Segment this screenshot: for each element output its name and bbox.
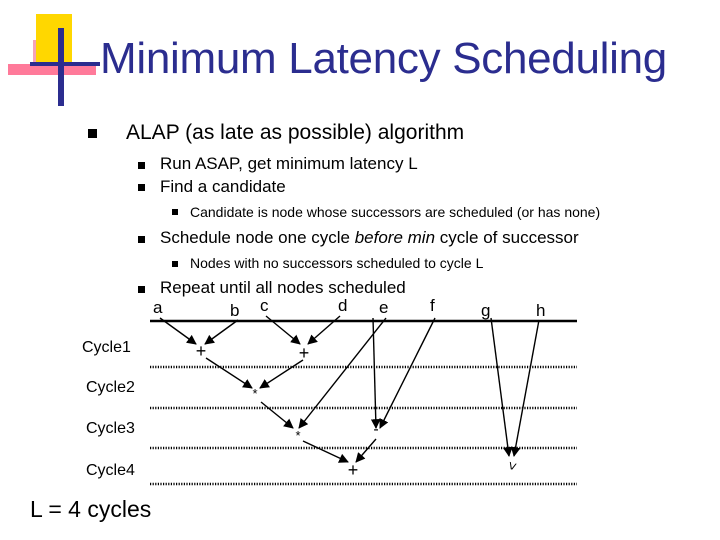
slide-title: Minimum Latency Scheduling — [100, 34, 667, 83]
bullet-schedule-start: Schedule node one cycle — [160, 228, 355, 247]
edge-b-to-add1 — [205, 320, 238, 344]
edge-mul2-to-add3 — [303, 441, 348, 462]
op-mul-cycle2: * — [252, 386, 258, 401]
op-compare-cycle4: < — [503, 459, 521, 473]
node-label-e: e — [379, 298, 389, 317]
op-sub-cycle3: - — [373, 421, 379, 438]
node-label-g: g — [481, 301, 491, 320]
node-label-f: f — [430, 296, 435, 315]
op-add-cycle1-left: + — [195, 341, 207, 361]
edge-h-to-cmp — [514, 320, 539, 456]
bullet-candidate-def: Candidate is node whose successors are scheduled (or has none) — [190, 204, 601, 220]
edge-f-to-sub — [380, 318, 435, 428]
bullet-schedule-emph: before min — [354, 228, 436, 247]
node-label-c: c — [260, 296, 269, 315]
edge-mul1-to-mul2 — [261, 402, 293, 428]
op-mul-cycle3: * — [295, 428, 301, 443]
bullet-no-successors: Nodes with no successors scheduled to cycle L — [190, 255, 484, 271]
cycle-label-3: Cycle3 — [86, 420, 135, 437]
node-label-d: d — [338, 296, 348, 315]
op-add-cycle1-right: + — [298, 343, 310, 363]
edge-e-to-sub — [373, 318, 376, 428]
op-add-cycle4: + — [347, 460, 359, 480]
latency-label: L = 4 cycles — [30, 496, 152, 522]
edge-g-to-cmp — [491, 318, 509, 456]
edge-sub-to-add3 — [356, 439, 376, 462]
bullet-find-candidate: Find a candidate — [160, 177, 286, 196]
edge-add2-to-mul1 — [260, 360, 303, 388]
cycle-label-2: Cycle2 — [86, 379, 135, 396]
cycle-label-4: Cycle4 — [86, 462, 135, 479]
node-label-b: b — [230, 301, 240, 320]
node-label-h: h — [536, 301, 546, 320]
bullet-alap: ALAP (as late as possible) algorithm — [126, 121, 465, 144]
bullet-repeat: Repeat until all nodes scheduled — [160, 278, 406, 297]
node-label-a: a — [153, 298, 163, 317]
bullet-schedule-end: cycle of successor — [435, 228, 579, 247]
cycle-label-1: Cycle1 — [82, 339, 131, 356]
edge-add1-to-mul1 — [206, 358, 252, 388]
bullet-run-asap: Run ASAP, get minimum latency L — [160, 154, 418, 173]
